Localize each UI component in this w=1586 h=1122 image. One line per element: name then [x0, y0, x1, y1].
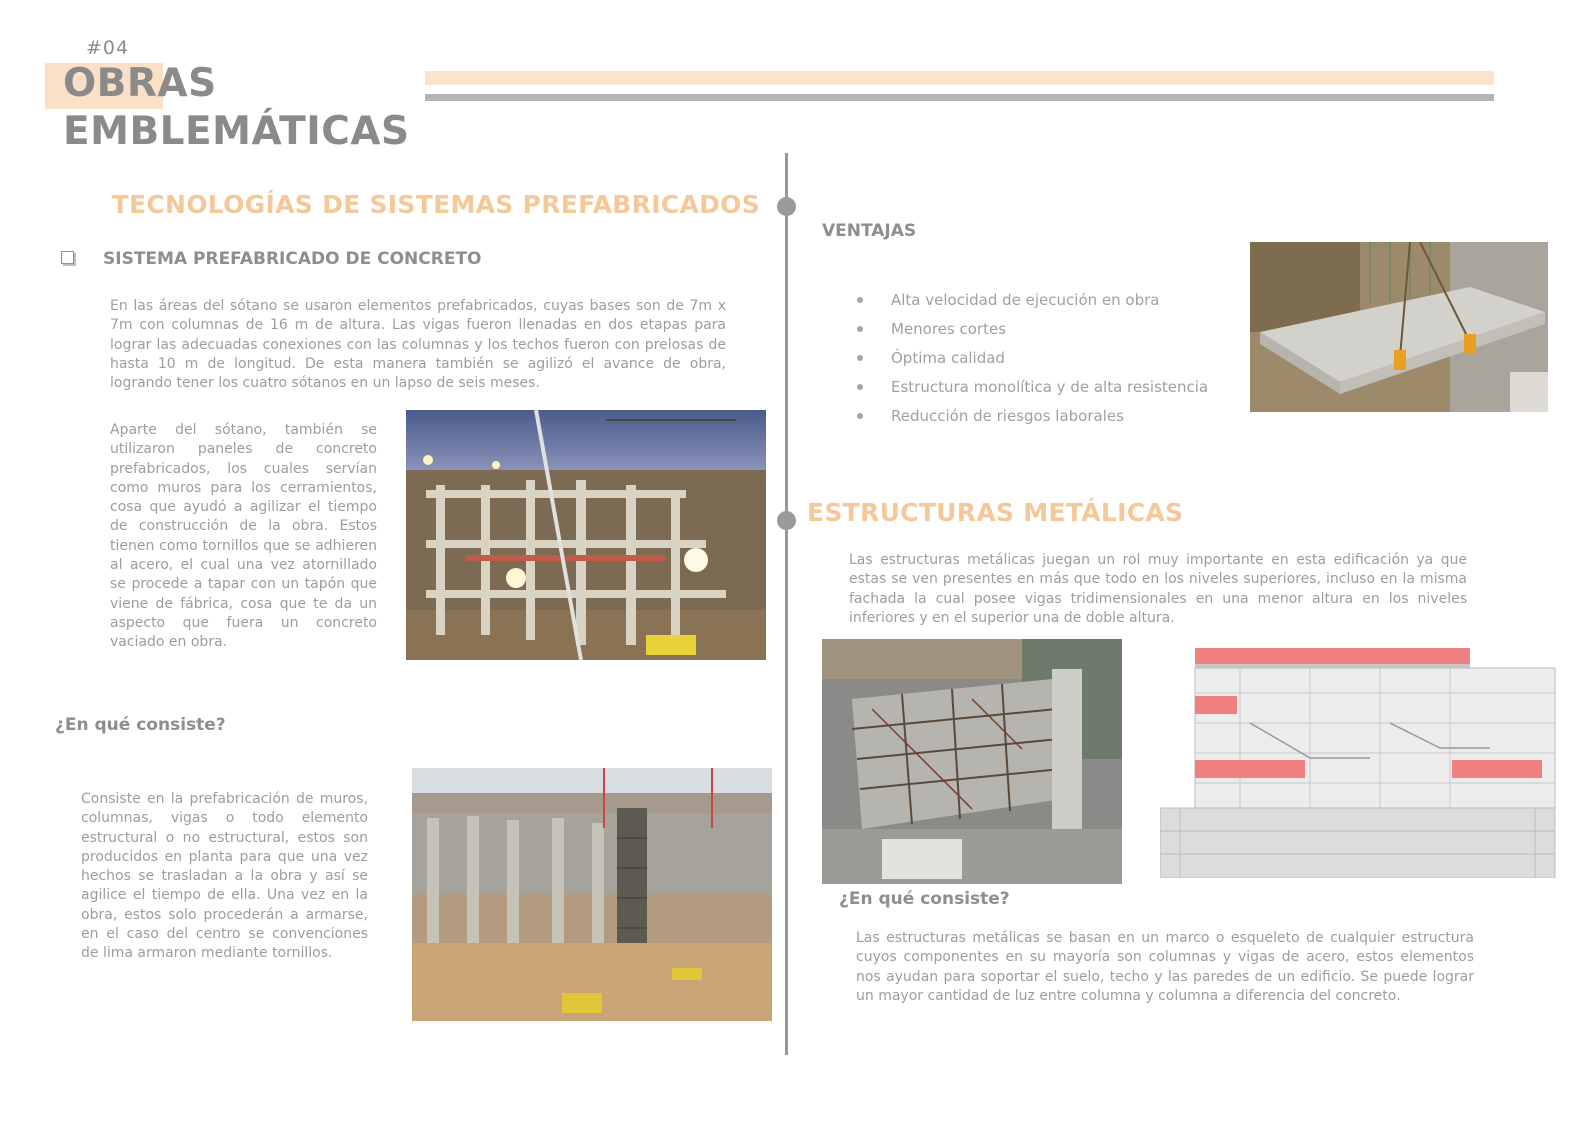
- list-item: Estructura monolítica y de alta resistencia: [857, 376, 1208, 405]
- metal-structures-heading: ESTRUCTURAS METÁLICAS: [807, 498, 1184, 527]
- photo-steel-structure: [822, 639, 1122, 884]
- prefab-paragraph-2: Aparte del sótano, también se utilizaron paneles de concreto prefabricados, los cuales servían como muros para los cerramientos, cosa que ayudó a agilizar el tiempo de construcción de la obra. Estos tienen como tornillos que se adhieren al acero, el cual una vez atornillado se procede a tapar con un tapón que viene de fábrica, cosa que te da un aspecto que fuera un concreto vaciado en obra.: [110, 422, 377, 651]
- bullet-icon: [857, 413, 863, 419]
- photo-precast-slab: [1250, 242, 1548, 412]
- metal-question: ¿En qué consiste?: [839, 889, 1010, 909]
- bullet-icon: [857, 384, 863, 390]
- checkbox-icon: [61, 251, 74, 264]
- decorative-gray-bar: [425, 94, 1494, 101]
- ventajas-list: [857, 289, 1208, 434]
- page-title-line-2: EMBLEMÁTICAS: [63, 109, 410, 154]
- timeline-dot-1: [777, 197, 796, 216]
- timeline-dot-2: [777, 511, 796, 530]
- prefab-heading: TECNOLOGÍAS DE SISTEMAS PREFABRICADOS: [111, 190, 760, 219]
- page-title-line-1: OBRAS: [63, 61, 217, 106]
- metal-paragraph-1: Las estructuras metálicas juegan un rol muy importante en esta edificación ya que estas se ven presentes en más que todo en los niveles superiores, incluso en la misma fachada la cual posee vigas tridimensionales en una menor altura en los niveles inferiores y en el superior una de doble altura.: [849, 552, 1467, 626]
- list-item: Reducción de riesgos laborales: [857, 405, 1208, 434]
- photo-prefab-columns: [412, 768, 772, 1021]
- prefab-concrete-subheading: SISTEMA PREFABRICADO DE CONCRETO: [103, 249, 482, 269]
- photo-night-construction: [406, 410, 766, 660]
- prefab-question: ¿En qué consiste?: [55, 715, 226, 735]
- prefab-paragraph-1: En las áreas del sótano se usaron elementos prefabricados, cuyas bases son de 7m x 7m con columnas de 16 m de altura. Las vigas fueron llenadas en dos etapas para lograr las adecuadas conexiones con las columnas y los techos fueron con prelosas de hasta 10 m de longitud. De esta manera también se agilizó el avance de obra, logrando tener los cuatro sótanos en un lapso de seis meses.: [110, 298, 726, 392]
- prefab-paragraph-3: Consiste en la prefabricación de muros, columnas, vigas o todo elemento estructural o no estructural, estos son producidos en planta para que una vez hechos se trasladan a la obra y así se agilice el tiempo de ella. Una vez en la obra, estos solo procederán a armarse, en el caso del centro se convenciones de lima armaron mediante tornillos.: [81, 791, 368, 962]
- bullet-icon: [857, 355, 863, 361]
- list-item: Alta velocidad de ejecución en obra: [857, 289, 1208, 318]
- building-section-drawing: [1160, 648, 1566, 878]
- list-item: Menores cortes: [857, 318, 1208, 347]
- section-number: #04: [86, 37, 130, 59]
- bullet-icon: [857, 297, 863, 303]
- center-divider: [785, 153, 788, 1055]
- list-item: Óptima calidad: [857, 347, 1208, 376]
- ventajas-heading: VENTAJAS: [822, 221, 917, 241]
- metal-paragraph-2: Las estructuras metálicas se basan en un marco o esqueleto de cualquier estructura cuyos componentes en su mayoría son columnas y vigas de acero, estos elementos nos ayudan para soportar el suelo, techo y las paredes de un edificio. Se puede lograr un mayor cantidad de luz entre columna y columna a diferencia del concreto.: [856, 930, 1474, 1004]
- decorative-peach-bar: [425, 71, 1494, 85]
- bullet-icon: [857, 326, 863, 332]
